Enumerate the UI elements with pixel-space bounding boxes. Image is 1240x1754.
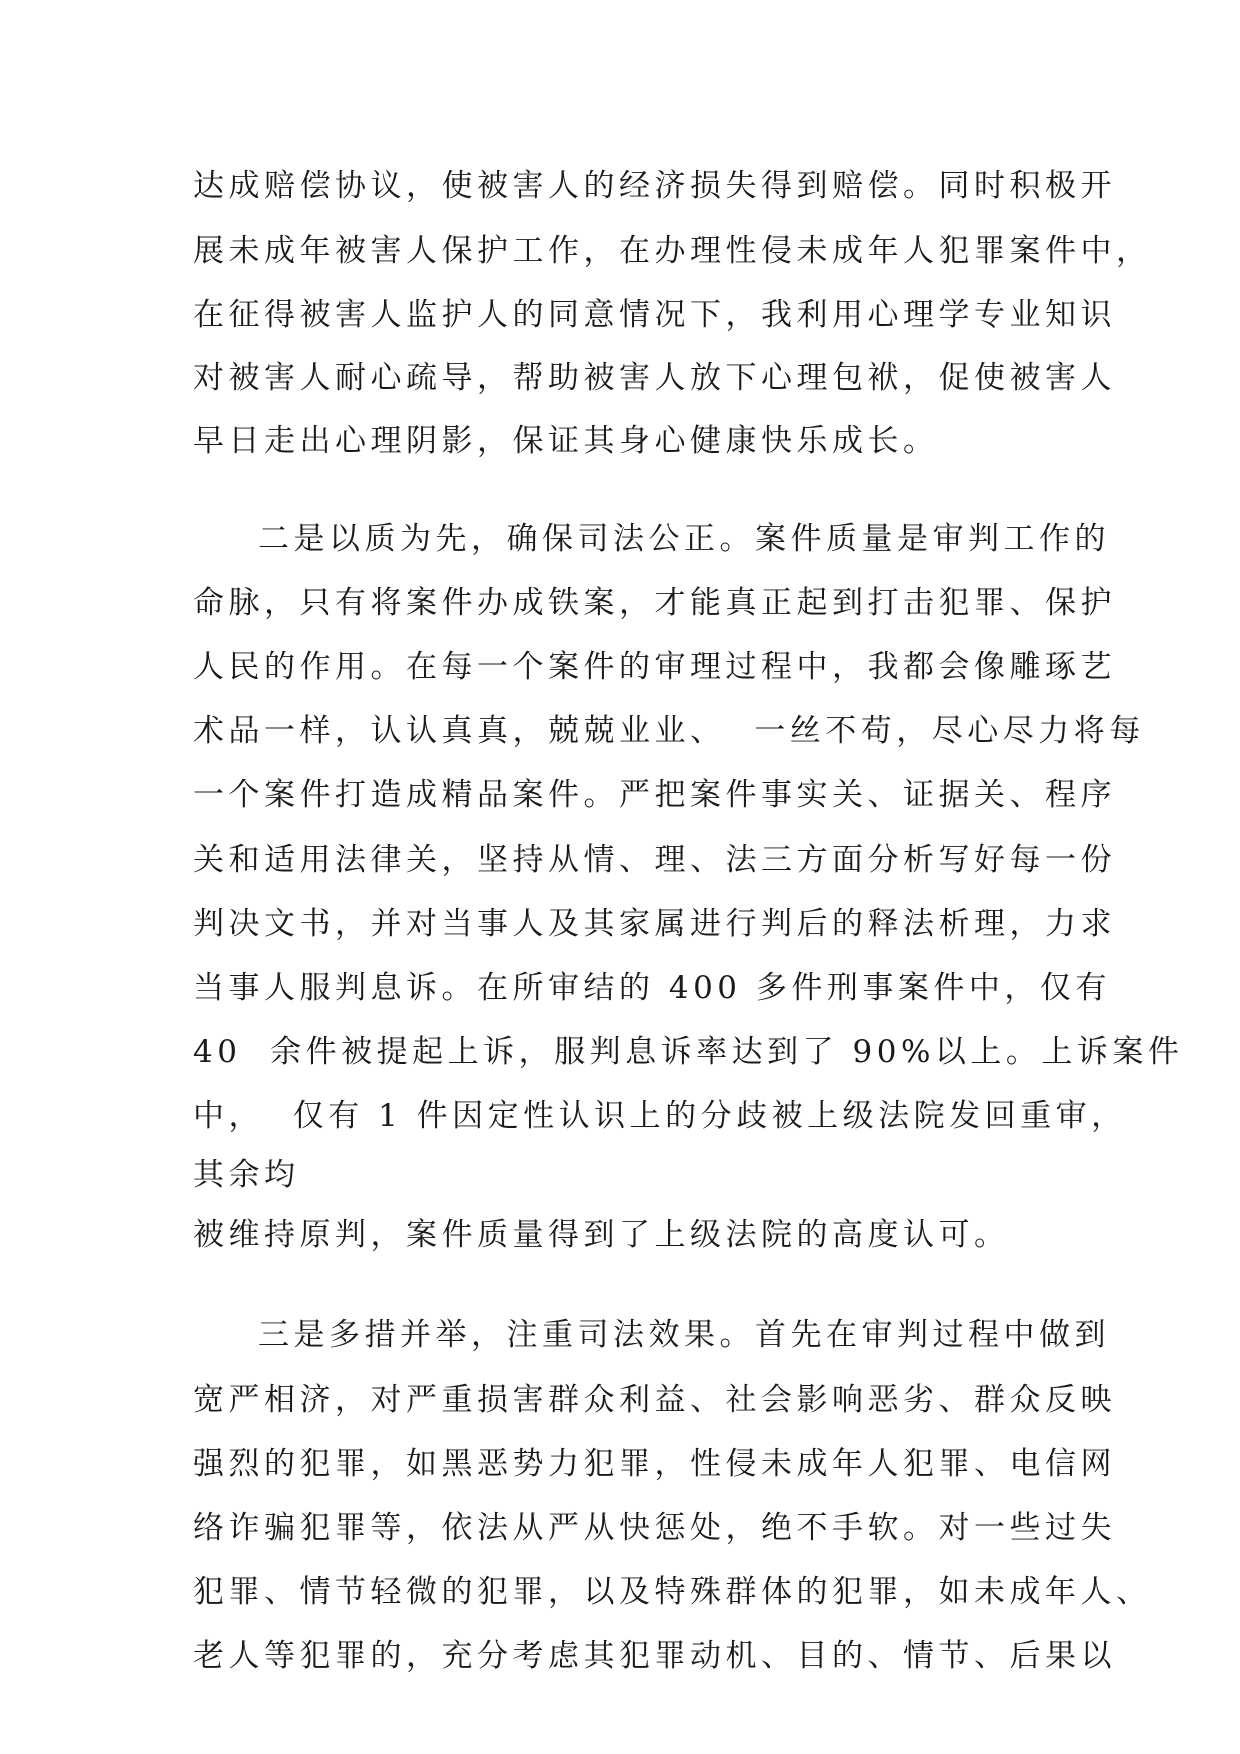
text-line: 中， 仅有 1 件因定性认识上的分歧被上级法院发回重审， [193, 1098, 1127, 1134]
text-line: 关和适用法律关，坚持从情、理、法三方面分析写好每一份 [193, 842, 1116, 878]
text-line: 在征得被害人监护人的同意情况下，我利用心理学专业知识 [193, 297, 1116, 333]
text-line: 判决文书，并对当事人及其家属进行判后的释法析理，力求 [193, 906, 1116, 942]
text-line: 术品一样，认认真真，兢兢业业、 一丝不苟，尽心尽力将每 [193, 713, 1145, 749]
text-line: 40 余件被提起上诉，服判息诉率达到了 90%以上。上诉案件 [193, 1034, 1184, 1070]
text-line: 一个案件打造成精品案件。严把案件事实关、证据关、程序 [193, 777, 1116, 813]
text-line: 人民的作用。在每一个案件的审理过程中，我都会像雕琢艺 [193, 649, 1116, 685]
text-line: 对被害人耐心疏导，帮助被害人放下心理包袱，促使被害人 [193, 360, 1116, 396]
text-line: 犯罪、情节轻微的犯罪，以及特殊群体的犯罪，如未成年人、 [193, 1574, 1152, 1610]
text-line: 早日走出心理阴影，保证其身心健康快乐成长。 [193, 423, 939, 459]
paragraph-3-first-line: 三是多措并举，注重司法效果。首先在审判过程中做到 [258, 1317, 1110, 1353]
text-line: 老人等犯罪的，充分考虑其犯罪动机、目的、情节、后果以 [193, 1638, 1116, 1674]
text-line: 其余均 [193, 1157, 300, 1193]
text-line: 命脉，只有将案件办成铁案，才能真正起到打击犯罪、保护 [193, 585, 1116, 621]
text-line: 达成赔偿协议，使被害人的经济损失得到赔偿。同时积极开 [193, 168, 1116, 204]
text-line: 当事人服判息诉。在所审结的 400 多件刑事案件中，仅有 [193, 970, 1111, 1006]
text-line: 展未成年被害人保护工作，在办理性侵未成年人犯罪案件中， [193, 233, 1152, 269]
text-line: 被维持原判，案件质量得到了上级法院的高度认可。 [193, 1217, 1010, 1253]
text-line: 宽严相济，对严重损害群众利益、社会影响恶劣、群众反映 [193, 1382, 1116, 1418]
text-line: 强烈的犯罪，如黑恶势力犯罪，性侵未成年人犯罪、电信网 [193, 1446, 1116, 1482]
text-line: 络诈骗犯罪等，依法从严从快惩处，绝不手软。对一些过失 [193, 1510, 1116, 1546]
paragraph-2-first-line: 二是以质为先，确保司法公正。案件质量是审判工作的 [258, 521, 1110, 557]
